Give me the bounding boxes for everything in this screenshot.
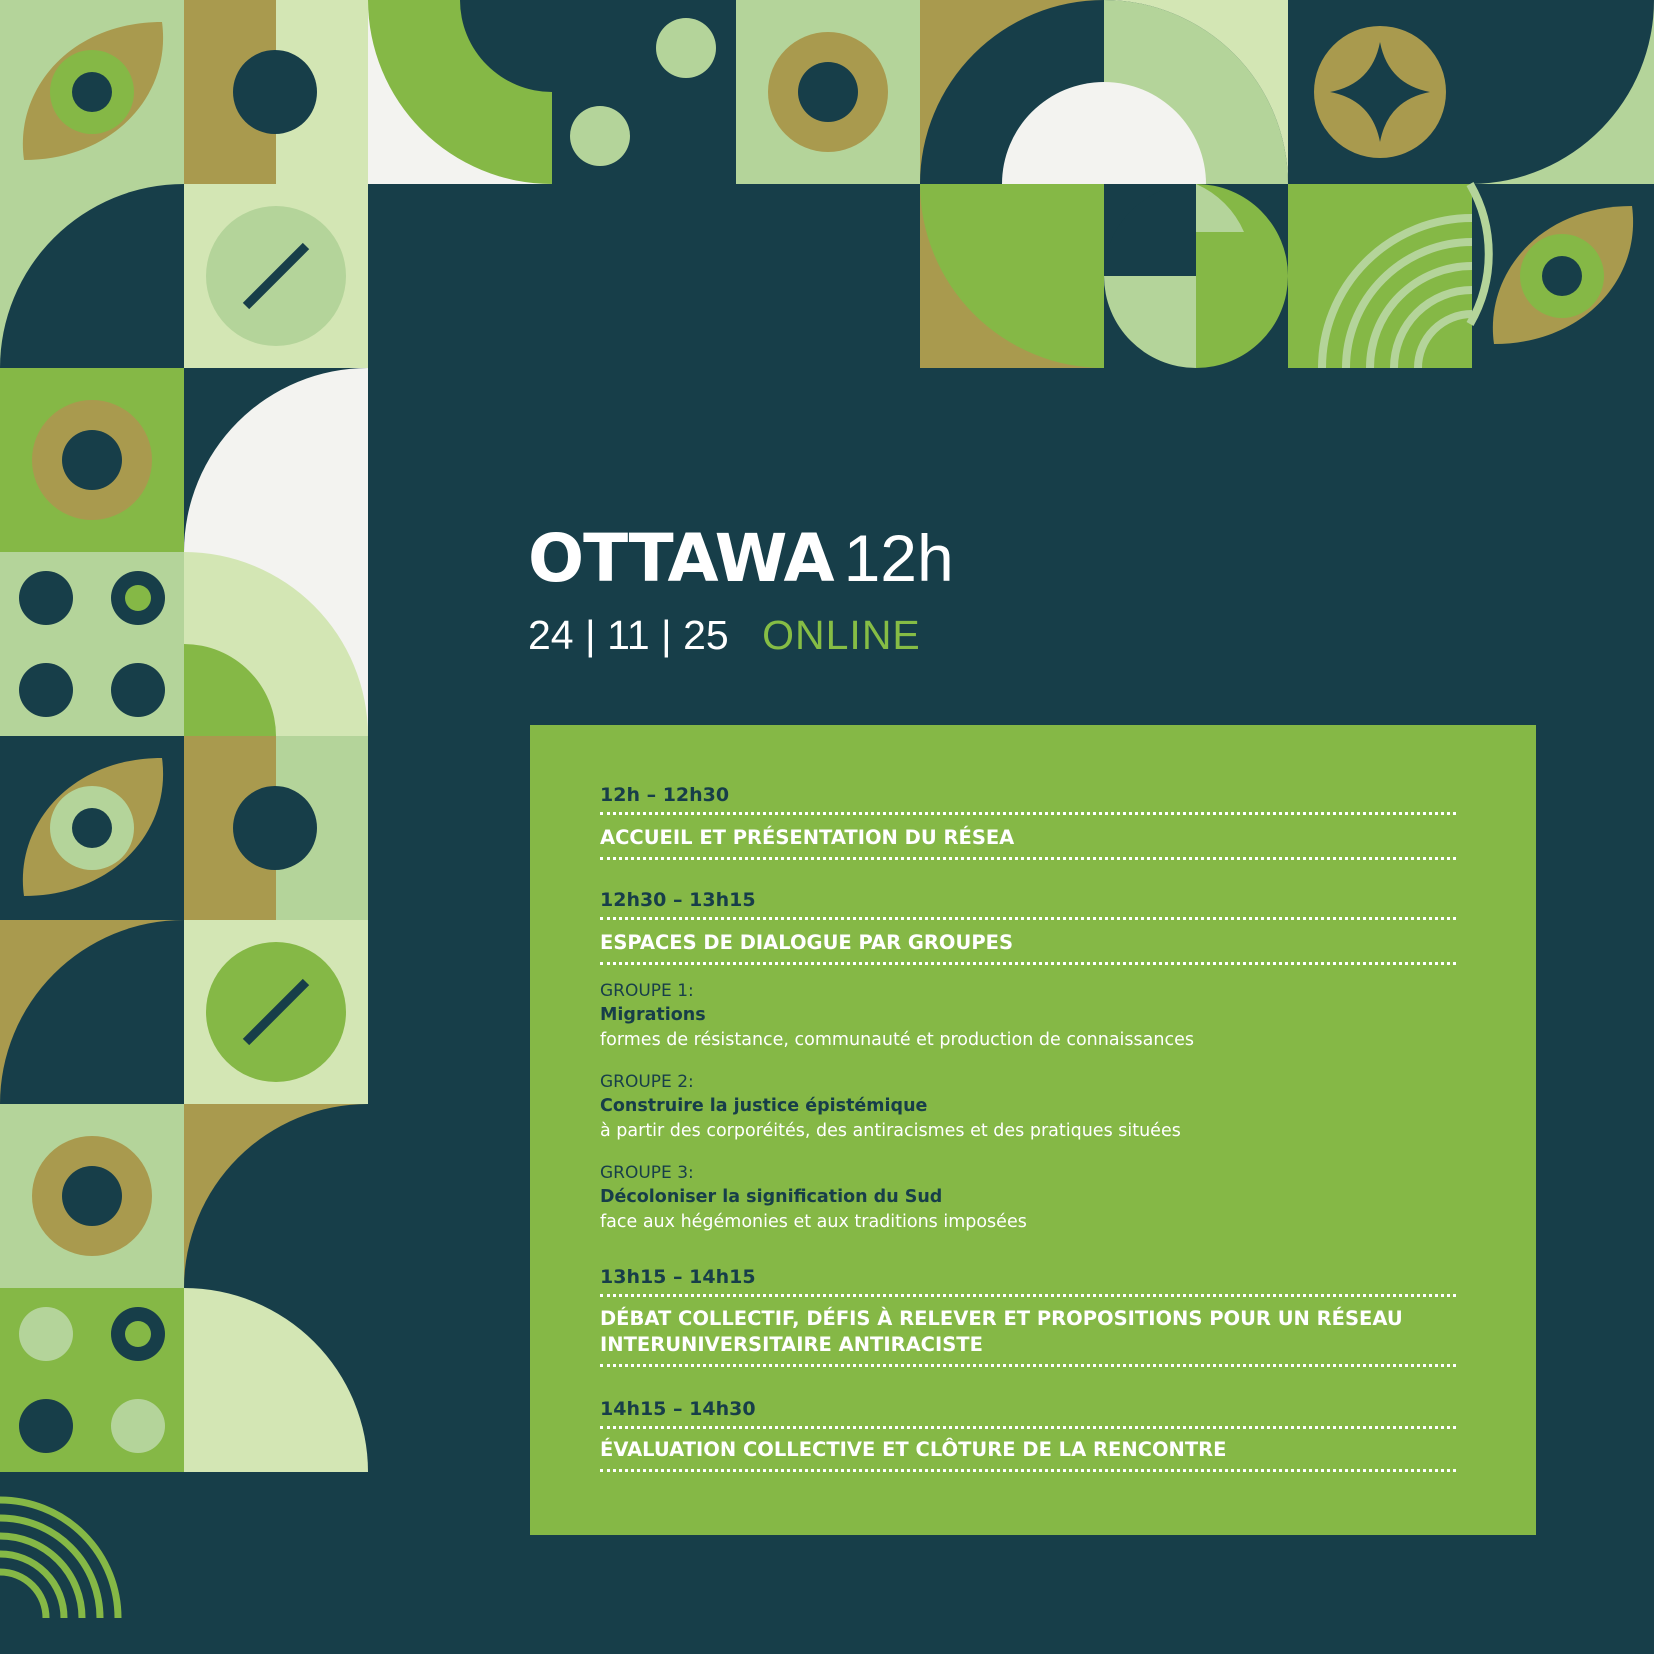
city-name: OTTAWA bbox=[528, 520, 834, 597]
session-time: 14h15 – 14h30 bbox=[600, 1398, 756, 1420]
leaf-eye-icon bbox=[0, 0, 184, 184]
ring-tile-icon bbox=[184, 0, 368, 184]
slash-circle-icon bbox=[184, 920, 368, 1104]
arch-tile-icon bbox=[920, 0, 1288, 184]
dotted-divider bbox=[600, 1426, 1456, 1429]
ring-tile-icon bbox=[736, 0, 920, 184]
ring-tile-icon bbox=[0, 368, 184, 552]
arch-tile-icon bbox=[0, 920, 184, 1104]
event-mode: ONLINE bbox=[762, 612, 921, 658]
session-title: ÉVALUATION COLLECTIVE ET CLÔTURE DE LA RENCONTRE bbox=[600, 1438, 1227, 1461]
dotted-divider bbox=[600, 1364, 1456, 1367]
session-time: 12h30 – 13h15 bbox=[600, 889, 756, 911]
dotted-divider bbox=[600, 917, 1456, 920]
event-title bbox=[528, 520, 954, 597]
group-subtitle: formes de résistance, communauté et production de connaissances bbox=[600, 1030, 1194, 1050]
arch-tile-icon bbox=[184, 1288, 368, 1472]
date-separator: | bbox=[661, 612, 672, 658]
ring-tile-icon bbox=[184, 736, 368, 920]
slash-circle-icon bbox=[184, 184, 368, 368]
dotted-divider bbox=[600, 962, 1456, 965]
event-hour: 12h bbox=[843, 521, 954, 595]
dotted-divider bbox=[600, 1294, 1456, 1297]
date-year: 25 bbox=[683, 612, 729, 658]
dotted-divider bbox=[600, 857, 1456, 860]
arch-tile-icon bbox=[0, 184, 184, 368]
group-label: GROUPE 3: bbox=[600, 1163, 694, 1183]
arch-tile-icon bbox=[184, 368, 368, 736]
date-day: 24 bbox=[528, 612, 574, 658]
star-tile-icon bbox=[1288, 0, 1472, 184]
session-title: ACCUEIL ET PRÉSENTATION DU RÉSEA bbox=[600, 826, 1015, 849]
group-label: GROUPE 2: bbox=[600, 1072, 694, 1092]
quarter-shape-icon bbox=[1472, 0, 1654, 184]
leaf-eye-icon bbox=[0, 736, 184, 920]
dotted-divider bbox=[600, 1469, 1456, 1472]
group-subtitle: face aux hégémonies et aux traditions imposées bbox=[600, 1212, 1027, 1232]
date-month: 11 bbox=[607, 612, 650, 658]
quarter-shape-icon bbox=[184, 1104, 368, 1288]
group-title: Migrations bbox=[600, 1005, 706, 1025]
ring-tile-icon bbox=[0, 1104, 184, 1288]
dotted-divider bbox=[600, 812, 1456, 815]
session-title: DÉBAT COLLECTIF, DÉFIS À RELEVER ET PROPOSITIONS POUR UN RÉSEAU INTERUNIVERSITAIRE ANTIRACISTE bbox=[600, 1307, 1403, 1356]
session-time: 13h15 – 14h15 bbox=[600, 1266, 756, 1288]
concentric-rings-icon bbox=[1288, 184, 1489, 368]
group-title: Décoloniser la signification du Sud bbox=[600, 1187, 943, 1207]
dots-tile-icon bbox=[0, 552, 184, 736]
quarter-shape-icon bbox=[920, 184, 1104, 368]
group-label: GROUPE 1: bbox=[600, 981, 694, 1001]
quarter-shape-icon bbox=[368, 0, 552, 184]
group-title: Construire la justice épistémique bbox=[600, 1096, 928, 1116]
session-time: 12h – 12h30 bbox=[600, 784, 730, 806]
session-title: ESPACES DE DIALOGUE PAR GROUPES bbox=[600, 931, 1013, 954]
pinwheel-icon bbox=[1104, 184, 1288, 368]
group-subtitle: à partir des corporéités, des antiracismes et des pratiques situées bbox=[600, 1121, 1181, 1141]
date-separator: | bbox=[585, 612, 596, 658]
leaf-eye-icon bbox=[1493, 206, 1633, 344]
concentric-rings-icon bbox=[0, 1500, 118, 1618]
dots-tile-icon bbox=[0, 1288, 184, 1472]
event-date-line bbox=[528, 612, 921, 659]
dot-pair-icon bbox=[570, 18, 716, 166]
